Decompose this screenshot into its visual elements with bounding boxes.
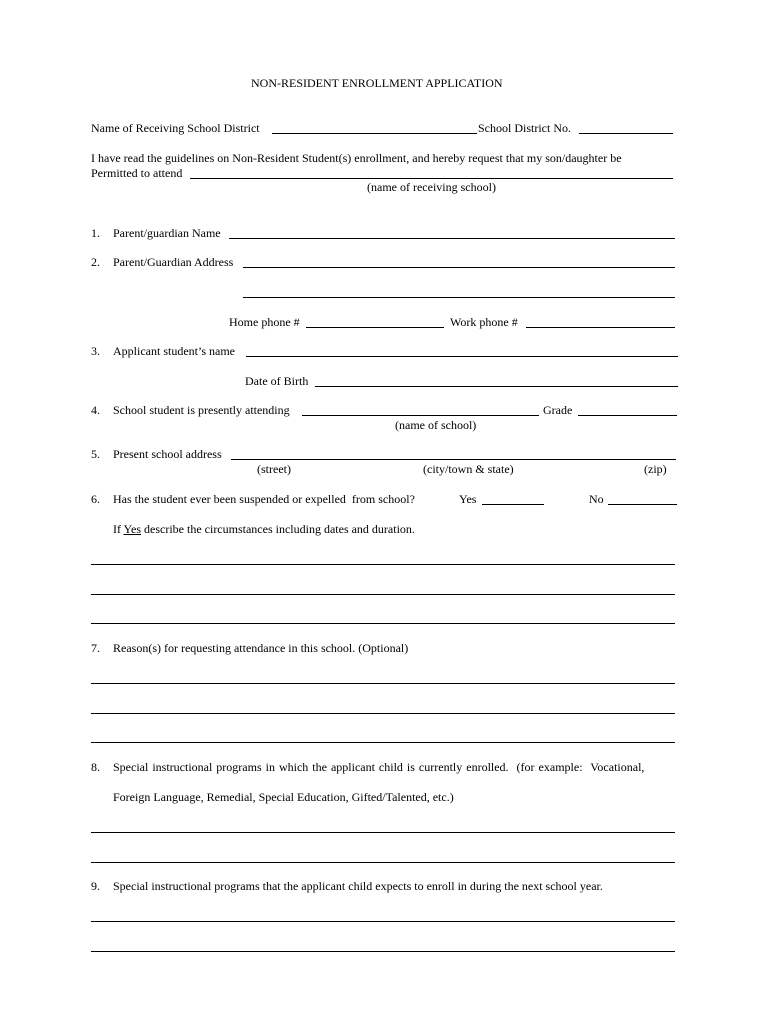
q7-label: Reason(s) for requesting attendance in this school. (Optional): [113, 641, 409, 655]
q8-line-1: Special instructional programs in which the applicant child is currently enrolled. (for example: Vocational,: [113, 760, 645, 774]
receiving-district-label: Name of Receiving School District: [91, 121, 260, 135]
home-phone-label: Home phone #: [229, 315, 300, 329]
suspension-details-line-3[interactable]: [91, 611, 675, 624]
dob-label: Date of Birth: [245, 374, 309, 388]
parent-address-field-2[interactable]: [243, 285, 675, 298]
reason-line-2[interactable]: [91, 701, 675, 714]
receiving-school-field[interactable]: [190, 166, 673, 179]
zip-caption: (zip): [644, 462, 667, 476]
q5-number: 5.: [91, 447, 100, 461]
q4-number: 4.: [91, 403, 100, 417]
q3-label: Applicant student’s name: [113, 344, 235, 358]
next-year-programs-line-1[interactable]: [91, 909, 675, 922]
q6-label: Has the student ever been suspended or expelled from school?: [113, 492, 415, 506]
reason-line-3[interactable]: [91, 730, 675, 743]
suspension-details-line-2[interactable]: [91, 582, 675, 595]
current-school-caption: (name of school): [395, 418, 477, 432]
q8-line-2: Foreign Language, Remedial, Special Education, Gifted/Talented, etc.): [113, 790, 454, 804]
no-field[interactable]: [608, 492, 677, 505]
city-caption: (city/town & state): [423, 462, 514, 476]
q1-label: Parent/guardian Name: [113, 226, 221, 240]
q4-label: School student is presently attending: [113, 403, 290, 417]
q3-number: 3.: [91, 344, 100, 358]
school-address-field[interactable]: [231, 447, 676, 460]
current-school-field[interactable]: [302, 403, 539, 416]
q5-label: Present school address: [113, 447, 222, 461]
home-phone-field[interactable]: [306, 315, 444, 328]
district-no-label: School District No.: [478, 121, 571, 135]
receiving-school-caption: (name of receiving school): [367, 180, 496, 194]
dob-field[interactable]: [315, 374, 678, 387]
yes-label: Yes: [459, 492, 477, 506]
reason-line-1[interactable]: [91, 671, 675, 684]
grade-field[interactable]: [578, 403, 677, 416]
yes-field[interactable]: [482, 492, 544, 505]
current-programs-line-1[interactable]: [91, 820, 675, 833]
q1-number: 1.: [91, 226, 100, 240]
intro-line-2: Permitted to attend: [91, 166, 183, 180]
parent-name-field[interactable]: [229, 226, 675, 239]
if-yes-instruction: If Yes describe the circumstances including dates and duration.: [113, 522, 415, 536]
if-yes-word: Yes: [123, 522, 142, 536]
q9-number: 9.: [91, 879, 100, 893]
grade-label: Grade: [543, 403, 573, 417]
receiving-district-field[interactable]: [272, 121, 477, 134]
student-name-field[interactable]: [246, 344, 678, 357]
no-label: No: [589, 492, 604, 506]
q7-number: 7.: [91, 641, 100, 655]
next-year-programs-line-2[interactable]: [91, 939, 675, 952]
suspension-details-line-1[interactable]: [91, 552, 675, 565]
work-phone-field[interactable]: [526, 315, 675, 328]
q2-number: 2.: [91, 255, 100, 269]
q2-label: Parent/Guardian Address: [113, 255, 234, 269]
form-title: NON-RESIDENT ENROLLMENT APPLICATION: [251, 76, 503, 90]
q8-number: 8.: [91, 760, 100, 774]
district-no-field[interactable]: [579, 121, 673, 134]
intro-line-1: I have read the guidelines on Non-Resident Student(s) enrollment, and hereby request that my son/daughter be: [91, 151, 622, 165]
q6-number: 6.: [91, 492, 100, 506]
parent-address-field-1[interactable]: [243, 255, 675, 268]
current-programs-line-2[interactable]: [91, 850, 675, 863]
q9-label: Special instructional programs that the applicant child expects to enroll in during the next school year.: [113, 879, 603, 893]
street-caption: (street): [257, 462, 291, 476]
work-phone-label: Work phone #: [450, 315, 518, 329]
